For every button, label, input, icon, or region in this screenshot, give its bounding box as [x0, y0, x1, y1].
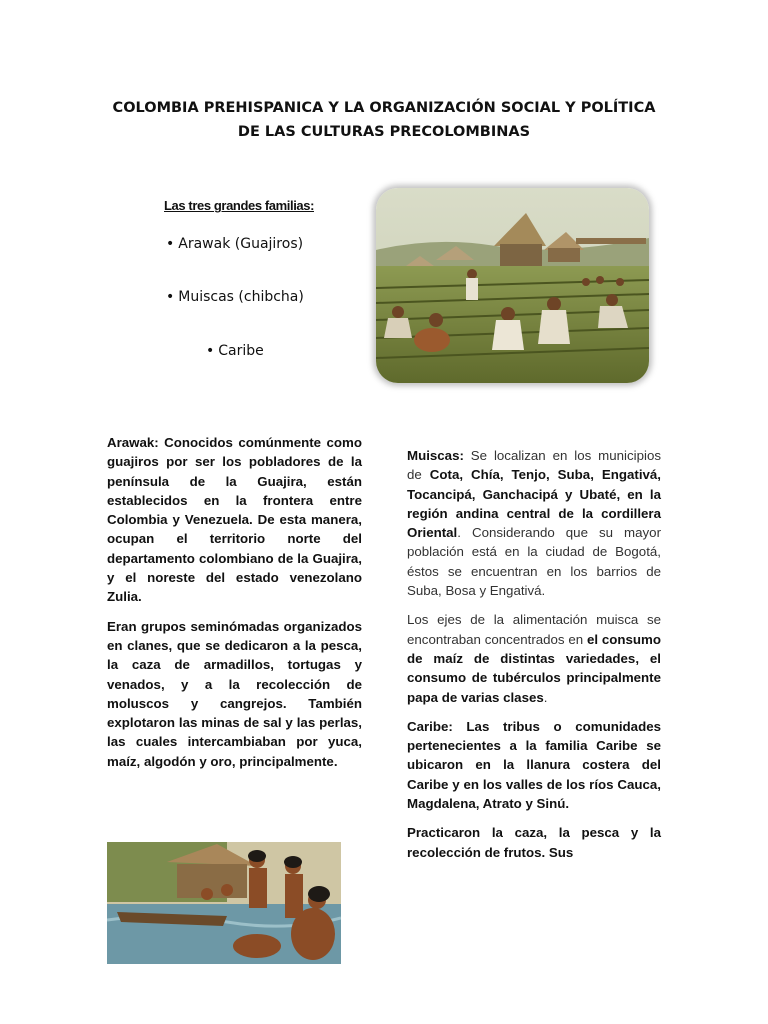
muiscas-text-1: Se localizan en los municipios de [407, 448, 661, 483]
title-line-2: DE LAS CULTURAS PRECOLOMBINAS [237, 124, 531, 140]
food-text-2: . [543, 689, 548, 705]
food-text-1: Los ejes de la alimentación muisca se encontraban concentrados en [407, 612, 661, 647]
family-label: Muiscas (chibcha) [178, 289, 304, 305]
family-label: Arawak (Guajiros) [178, 236, 304, 252]
family-item-arawak [166, 236, 303, 252]
bullet-icon: • [166, 289, 175, 305]
muisca-farming-illustration [376, 188, 649, 383]
caribe-paragraph: Caribe: Las tribus o comunidades pertenecientes a la familia Caribe se ubicaron en la llanura costera del Caribe y en los valles de los ríos Cauca, Magdalena, Atrato y Sinú. [407, 718, 661, 812]
caribe-river-illustration [107, 842, 341, 964]
family-label: Caribe [218, 343, 264, 359]
food-paragraph [407, 610, 661, 706]
bullet-icon: • [166, 236, 175, 252]
family-item-muiscas [166, 289, 304, 305]
bullet-icon: • [206, 343, 215, 359]
arawak-paragraph: Arawak: Conocidos comúnmente como guajiros por ser los pobladores de la península de la Guajira, están establecidos en la frontera entre Colombia y Venezuela. De esta manera, ocupan el territorio norte del departamento colombiano de la Guajira, y el noreste del estado venezolano Zulia. [107, 435, 362, 605]
families-heading: Las tres grandes familias: [164, 198, 314, 213]
muiscas-label: Muiscas: [407, 448, 464, 463]
muiscas-paragraph [407, 446, 661, 600]
river-scene-image [107, 842, 341, 964]
document-title [60, 96, 708, 144]
caribe-activities-paragraph: Practicaron la caza, la pesca y la recolección de frutos. Sus [407, 825, 661, 860]
farming-scene-image [376, 188, 649, 383]
arawak-economy-paragraph: Eran grupos seminómadas organizados en clanes, que se dedicaron a la pesca, la caza de armadillos, tortugas y venados, y a la recolección de moluscos y cangrejos. También explotaron las minas de sal y las perlas, las cuales intercambiaban por yuca, maíz, algodón y oro, principalmente. [107, 618, 362, 769]
muiscas-text-2: . Considerando que su mayor población está en la ciudad de Bogotá, éstos se encuentran en los barrios de Suba, Bosa y Engativá. [407, 525, 661, 599]
muiscas-caribe-column [407, 446, 661, 872]
family-item-caribe [206, 343, 264, 359]
muiscas-places: Cota, Chía, Tenjo, Suba, Engativá, Tocancipá, Ganchacipá y Ubaté, en la región andina central de la cordillera Oriental [407, 467, 661, 541]
arawak-column [107, 433, 362, 781]
food-bold: el consumo de maíz de distintas variedades, el consumo de tubérculos principalmente papa de varias clases [407, 631, 662, 705]
title-line-1: COLOMBIA PREHISPANICA Y LA ORGANIZACIÓN SOCIAL Y POLÍTICA [112, 100, 656, 116]
